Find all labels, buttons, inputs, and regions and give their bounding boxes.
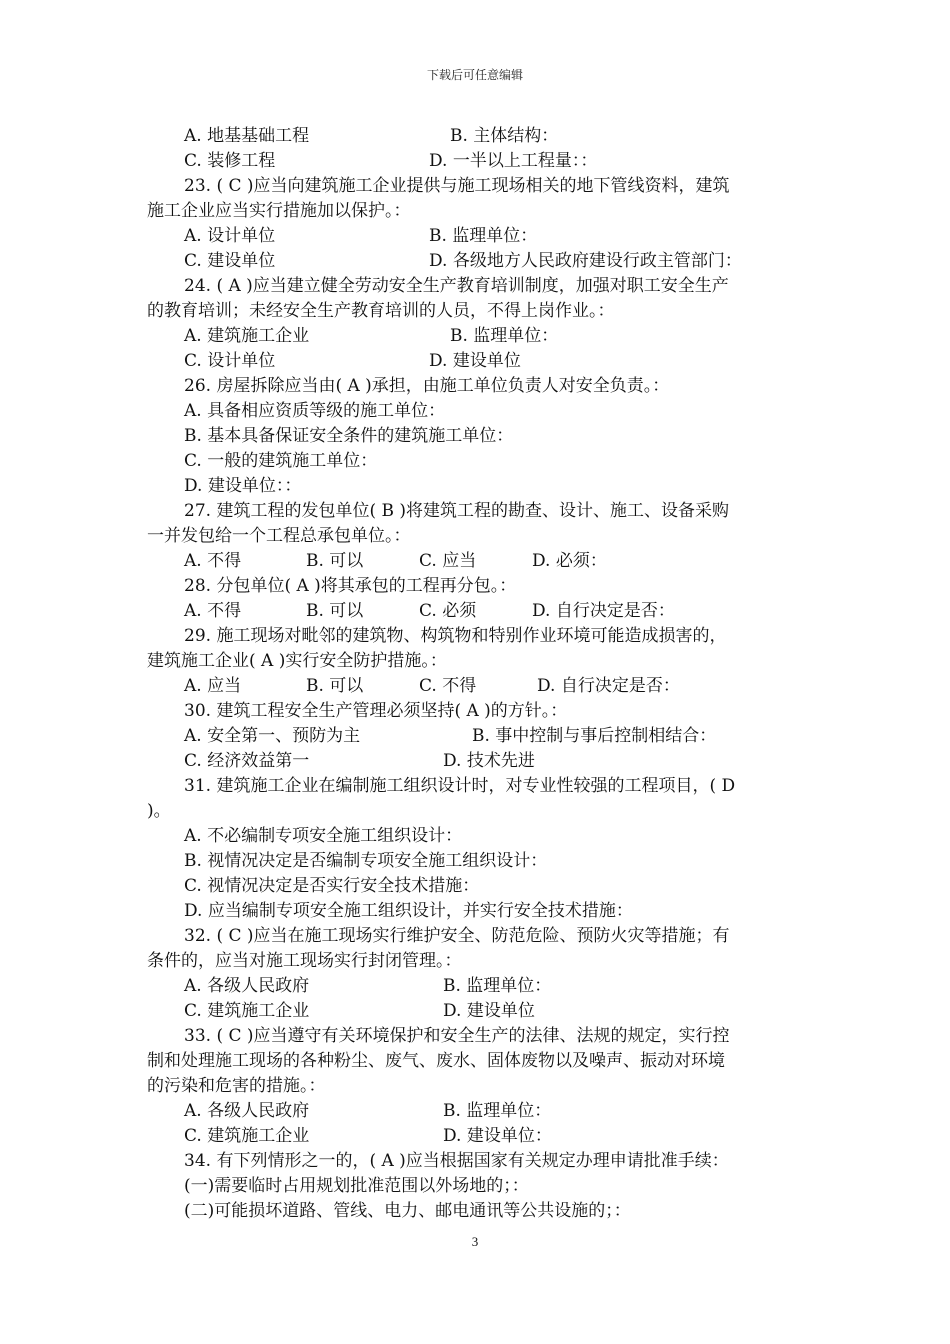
text-line: )。 [147,801,171,821]
option-d: D. 各级地方人民政府建设行政主管部门： [429,251,742,271]
text-line [147,1099,807,1124]
option-c: C. 建筑施工企业 [184,1001,310,1021]
option-b: B. 可以 [306,601,364,621]
text-line [147,999,807,1024]
option-c: C. 建设单位 [184,251,276,271]
option-c: C. 设计单位 [184,351,276,371]
option-a: A. 各级人民政府 [184,1101,310,1121]
option-a: A. 不必编制专项安全施工组织设计： [184,826,463,846]
text-line: 建筑施工企业( A )实行安全防护措施。： [147,651,447,671]
option-b: B. 监理单位： [443,976,552,996]
option-b: B. 可以 [306,551,364,571]
question-34: 34. 有下列情形之一的，( A )应当根据国家有关规定办理申请批准手续： [184,1151,729,1171]
option-b: B. 可以 [306,676,364,696]
text-line [147,674,807,699]
text-line: 条件的，应当对施工现场实行封闭管理。： [147,951,462,971]
text-line: (二)可能损坏道路、管线、电力、邮电通讯等公共设施的；： [184,1201,631,1221]
option-a: A. 各级人民政府 [184,976,310,996]
question-30: 30. 建筑工程安全生产管理必须坚持( A )的方针。： [184,701,568,721]
option-c: C. 一般的建筑施工单位： [184,451,378,471]
question-26: 26. 房屋拆除应当由( A )承担，由施工单位负责人对安全负责。： [184,376,670,396]
text-line [147,549,807,574]
option-d: D. 技术先进 [443,751,535,771]
page-number: 3 [471,1234,479,1249]
option-a: A. 建筑施工企业 [184,326,310,346]
option-b: B. 监理单位： [450,326,559,346]
option-a: A. 不得 [184,601,242,621]
option-c: C. 不得 [419,676,477,696]
text-line: 的教育培训；未经安全生产教育培训的人员，不得上岗作业。： [147,301,615,321]
option-b: B. 视情况决定是否编制专项安全施工组织设计： [184,851,548,871]
option-a: A. 不得 [184,551,242,571]
text-line [147,149,807,174]
option-c: C. 应当 [419,551,477,571]
question-body [147,124,807,1224]
question-33: 33. ( C )应当遵守有关环境保护和安全生产的法律、法规的规定，实行控 [184,1026,730,1046]
text-line [147,599,807,624]
text-line [147,249,807,274]
question-27: 27. 建筑工程的发包单位( B )将建筑工程的勘查、设计、施工、设备采购 [184,501,730,521]
option-c: C. 视情况决定是否实行安全技术措施： [184,876,480,896]
question-29: 29. 施工现场对毗邻的建筑物、构筑物和特别作业环境可能造成损害的， [184,626,727,646]
option-b: B. 事中控制与事后控制相结合： [472,726,717,746]
option-d: D. 应当编制专项安全施工组织设计，并实行安全技术措施： [184,901,633,921]
option-a: A. 地基基础工程 [184,126,310,146]
option-d: D. 建设单位 [429,351,521,371]
text-line: 施工企业应当实行措施加以保护。： [147,201,411,221]
option-c: C. 经济效益第一 [184,751,310,771]
text-line: 的污染和危害的措施。： [147,1076,326,1096]
text-line [147,224,807,249]
text-line: 一并发包给一个工程总承包单位。： [147,526,411,546]
question-24: 24. ( A )应当建立健全劳动安全生产教育培训制度，加强对职工安全生产 [184,276,729,296]
text-line [147,324,807,349]
text-line [147,349,807,374]
text-line [147,124,807,149]
option-b: B. 监理单位： [429,226,538,246]
option-c: C. 必须 [419,601,477,621]
question-23: 23. ( C )应当向建筑施工企业提供与施工现场相关的地下管线资料，建筑 [184,176,730,196]
option-d: D. 建设单位 [443,1001,535,1021]
option-d: D. 自行决定是否： [532,601,675,621]
option-d: D. 必须： [532,551,607,571]
option-a: A. 应当 [184,676,242,696]
page-header: 下载后可任意编辑 [426,68,523,82]
text-line [147,1124,807,1149]
question-32: 32. ( C )应当在施工现场实行维护安全、防范危险、预防火灾等措施；有 [184,926,730,946]
option-b: B. 主体结构： [450,126,559,146]
question-31: 31. 建筑施工企业在编制施工组织设计时，对专业性较强的工程项目，( D [184,776,736,796]
option-a: A. 设计单位 [184,226,276,246]
option-d: D. 建设单位：： [184,476,302,496]
option-d: D. 自行决定是否： [537,676,680,696]
option-c: C. 建筑施工企业 [184,1126,310,1146]
question-28: 28. 分包单位( A )将其承包的工程再分包。： [184,576,517,596]
option-a: A. 安全第一、预防为主 [184,726,361,746]
text-line: (一)需要临时占用规划批准范围以外场地的；： [184,1176,529,1196]
text-line [147,974,807,999]
text-line [147,724,807,749]
option-d: D. 一半以上工程量：： [429,151,598,171]
text-line [147,749,807,774]
option-a: A. 具备相应资质等级的施工单位： [184,401,446,421]
text-line: 制和处理施工现场的各种粉尘、废气、废水、固体废物以及噪声、振动对环境 [147,1051,725,1071]
option-b: B. 基本具备保证安全条件的建筑施工单位： [184,426,514,446]
option-b: B. 监理单位： [443,1101,552,1121]
option-d: D. 建设单位： [443,1126,552,1146]
option-c: C. 装修工程 [184,151,276,171]
